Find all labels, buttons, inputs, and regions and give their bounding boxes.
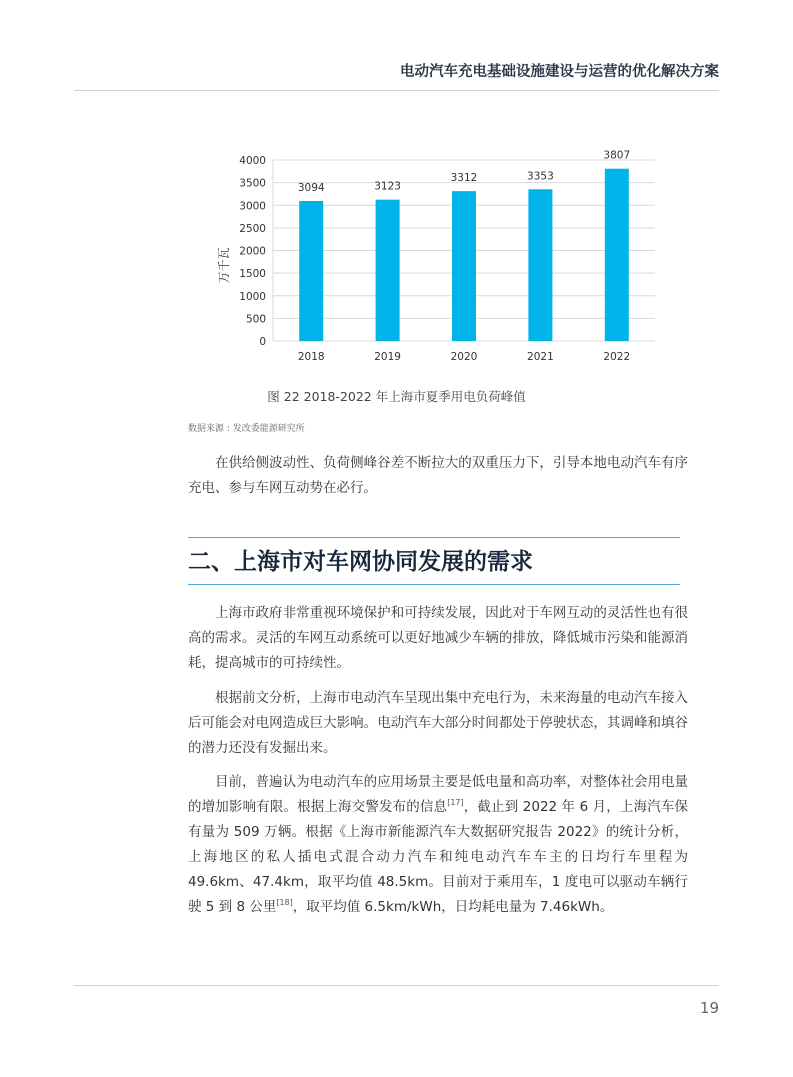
y-tick-label: 1500 — [239, 268, 266, 281]
figure-source: 数据来源 : 发改委能源研究所 — [188, 424, 305, 434]
bar-2021 — [528, 189, 552, 341]
data-label-2019: 3123 — [374, 180, 401, 193]
y-axis-label: 万千瓦 — [217, 247, 231, 284]
chart-bars — [298, 150, 630, 341]
paragraph-2: 上海市政府非常重视环境保护和可持续发展，因此对于车网互动的灵活性也有很高的需求。灵活的车网互动系统可以更好地减少车辆的排放，降低城市污染和能源消耗，提高城市的可持续性。 — [188, 605, 688, 671]
figure-caption: 图 22 2018-2022 年上海市夏季用电负荷峰值 — [267, 389, 526, 404]
y-tick-label: 500 — [245, 313, 266, 326]
paragraph-4 — [188, 770, 688, 920]
paragraph-4-part-c: ，取平均值 6.5km/kWh，日均耗电量为 7.46kWh。 — [292, 899, 614, 915]
footer-divider — [74, 985, 719, 986]
bar-2020 — [452, 191, 476, 341]
paragraph-3: 根据前文分析，上海市电动汽车呈现出集中充电行为，未来海量的电动汽车接入后可能会对电网造成巨大影响。电动汽车大部分时间都处于停驶状态，其调峰和填谷的潜力还没有发掘出来。 — [188, 690, 688, 756]
paragraph-4-part-b: ，截止到 2022 年 6 月，上海汽车保有量为 509 万辆。根据《上海市新能源汽车大数据研究报告 2022》的统计分析，上海地区的私人插电式混合动力汽车和纯电动汽车车主的日均行车里程为 49.6km、47.4km，取平均值 48.5km。目前对于乘用车，1 度电可以驱动车辆行驶 5 到 8 公里 — [188, 799, 688, 915]
y-tick-label: 2500 — [239, 222, 266, 235]
chart-y-axis — [239, 155, 273, 348]
chart-x-axis — [298, 351, 630, 363]
page-number: 19 — [699, 999, 719, 1017]
y-tick-label: 3000 — [239, 200, 266, 213]
data-label-2022: 3807 — [603, 149, 631, 162]
citation-17[interactable]: [17] — [447, 798, 464, 807]
x-tick-label-2021: 2021 — [527, 351, 554, 363]
bar-2019 — [376, 200, 400, 341]
x-tick-label-2022: 2022 — [603, 351, 631, 363]
y-tick-label: 4000 — [239, 155, 266, 167]
y-tick-label: 1000 — [239, 290, 266, 303]
y-tick-label: 2000 — [239, 245, 266, 258]
x-tick-label-2019: 2019 — [374, 351, 401, 363]
paragraph-1: 在供给侧波动性、负荷侧峰谷差不断拉大的双重压力下，引导本地电动汽车有序充电、参与车网互动势在必行。 — [188, 455, 688, 496]
citation-18[interactable]: [18] — [276, 898, 293, 907]
bar-2022 — [605, 169, 629, 341]
x-tick-label-2018: 2018 — [297, 351, 325, 363]
section-rule-top — [188, 537, 680, 538]
data-label-2018: 3094 — [297, 181, 325, 194]
bar-chart — [0, 0, 793, 380]
data-label-2020: 3312 — [450, 172, 478, 185]
section-rule-bottom — [188, 584, 680, 585]
data-label-2021: 3353 — [527, 170, 554, 183]
y-tick-label: 3500 — [239, 177, 266, 190]
running-header-title: 电动汽车充电基础设施建设与运营的优化解决方案 — [400, 64, 719, 80]
x-tick-label-2020: 2020 — [450, 351, 478, 363]
section-title: 二、上海市对车网协同发展的需求 — [188, 549, 533, 575]
paragraph-4-part-a: 目前，普遍认为电动汽车的应用场景主要是低电量和高功率，对整体社会用电量的增加影响有限。根据上海交警发布的信息 — [188, 774, 688, 815]
bar-2018 — [299, 201, 323, 341]
y-tick-label: 0 — [259, 336, 266, 348]
